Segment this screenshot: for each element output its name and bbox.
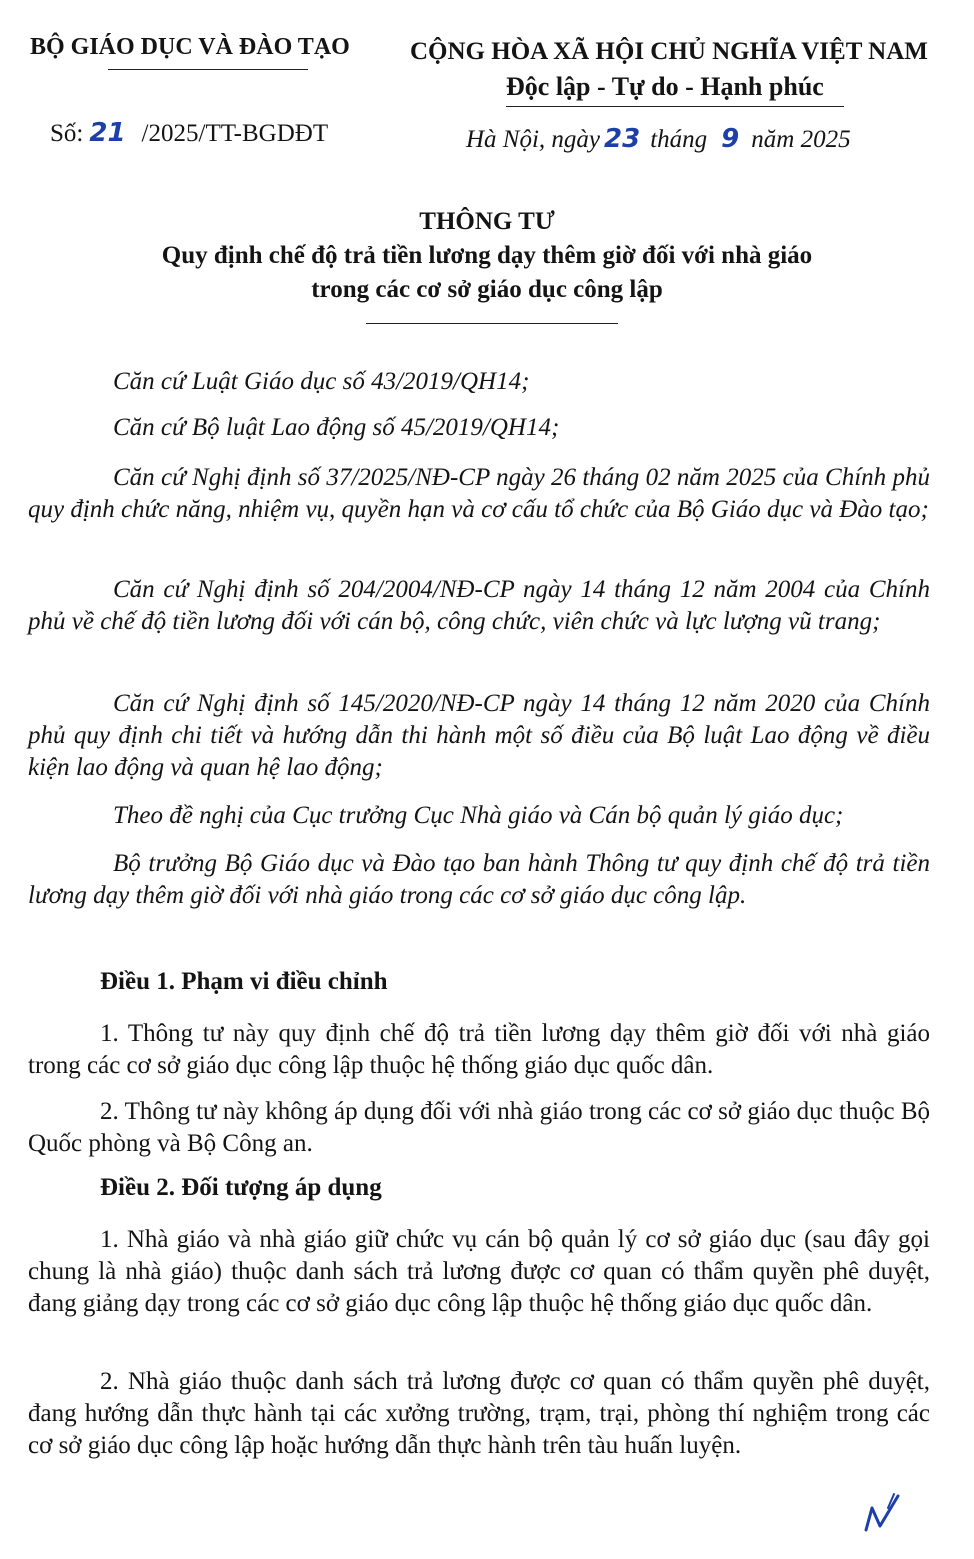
title-underline [366, 323, 618, 324]
preamble-labor-code: Căn cứ Bộ luật Lao động số 45/2019/QH14; [113, 414, 560, 441]
preamble-decree-204: Căn cứ Nghị định số 204/2004/NĐ-CP ngày 14 tháng 12 năm 2004 của Chính phủ về chế độ tiền lương đối với cán bộ, công chức, viên chức và lực lượng vũ trang; [28, 576, 930, 635]
preamble-decree-37: Căn cứ Nghị định số 37/2025/NĐ-CP ngày 26 tháng 02 năm 2025 của Chính phủ quy định chức năng, nhiệm vụ, quyền hạn và cơ cấu tổ chức của Bộ Giáo dục và Đào tạo; [28, 464, 930, 523]
preamble-proposal: Theo đề nghị của Cục trưởng Cục Nhà giáo và Cán bộ quản lý giáo dục; [113, 802, 844, 829]
article-1-clause-1: 1. Thông tư này quy định chế độ trả tiền lương dạy thêm giờ đối với nhà giáo trong các cơ sở giáo dục công lập thuộc hệ thống giáo dục quốc dân. [28, 1020, 930, 1079]
republic-name: CỘNG HÒA XÃ HỘI CHỦ NGHĨA VIỆT NAM [410, 38, 928, 65]
date-year: năm 2025 [751, 126, 851, 153]
date-month-label: tháng [650, 126, 708, 153]
issue-date [466, 124, 851, 154]
motto-underline [506, 106, 844, 107]
document-number [50, 118, 328, 148]
motto: Độc lập - Tự do - Hạnh phúc [506, 72, 824, 101]
date-place: Hà Nội, ngày [466, 126, 601, 153]
ministry-underline [108, 69, 308, 70]
preamble-law-education: Căn cứ Luật Giáo dục số 43/2019/QH14; [113, 368, 530, 395]
article-2-heading: Điều 2. Đối tượng áp dụng [100, 1174, 382, 1201]
title-line-1: Quy định chế độ trả tiền lương dạy thêm giờ đối với nhà giáo [161, 242, 813, 269]
title-line-2: trong các cơ sở giáo dục công lập [311, 276, 663, 303]
number-suffix: /2025/TT-BGDĐT [141, 120, 329, 147]
article-1-clause-2: 2. Thông tư này không áp dụng đối với nhà giáo trong các cơ sở giáo dục thuộc Bộ Quốc phòng và Bộ Công an. [28, 1098, 930, 1157]
date-month: 9 [721, 124, 740, 154]
initial-mark-icon [858, 1490, 908, 1536]
doc-type: THÔNG TƯ [419, 208, 555, 235]
preamble-issuance: Bộ trưởng Bộ Giáo dục và Đào tạo ban hành Thông tư quy định chế độ trả tiền lương dạy thêm giờ đối với nhà giáo trong các cơ sở giáo dục công lập. [28, 850, 930, 909]
article-2-clause-2: 2. Nhà giáo thuộc danh sách trả lương được cơ quan có thẩm quyền phê duyệt, đang hướng dẫn thực hành tại các xưởng trường, trạm, trại, phòng thí nghiệm trong các cơ sở giáo dục công lập hoặc hướng dẫn thực hành trên tàu huấn luyện. [28, 1368, 930, 1459]
ministry-name: BỘ GIÁO DỤC VÀ ĐÀO TẠO [30, 34, 350, 60]
article-1-heading: Điều 1. Phạm vi điều chỉnh [100, 968, 388, 995]
preamble-decree-145: Căn cứ Nghị định số 145/2020/NĐ-CP ngày 14 tháng 12 năm 2020 của Chính phủ quy định chi tiết và hướng dẫn thi hành một số điều của Bộ luật Lao động về điều kiện lao động và quan hệ lao động; [28, 690, 930, 781]
number-handwritten: 21 [89, 118, 126, 148]
number-prefix: Số: [50, 120, 84, 147]
date-day: 23 [604, 124, 641, 154]
article-2-clause-1: 1. Nhà giáo và nhà giáo giữ chức vụ cán bộ quản lý cơ sở giáo dục (sau đây gọi chung là nhà giáo) thuộc danh sách trả lương được cơ quan có thẩm quyền phê duyệt, đang giảng dạy trong các cơ sở giáo dục công lập thuộc hệ thống giáo dục quốc dân. [28, 1226, 930, 1317]
